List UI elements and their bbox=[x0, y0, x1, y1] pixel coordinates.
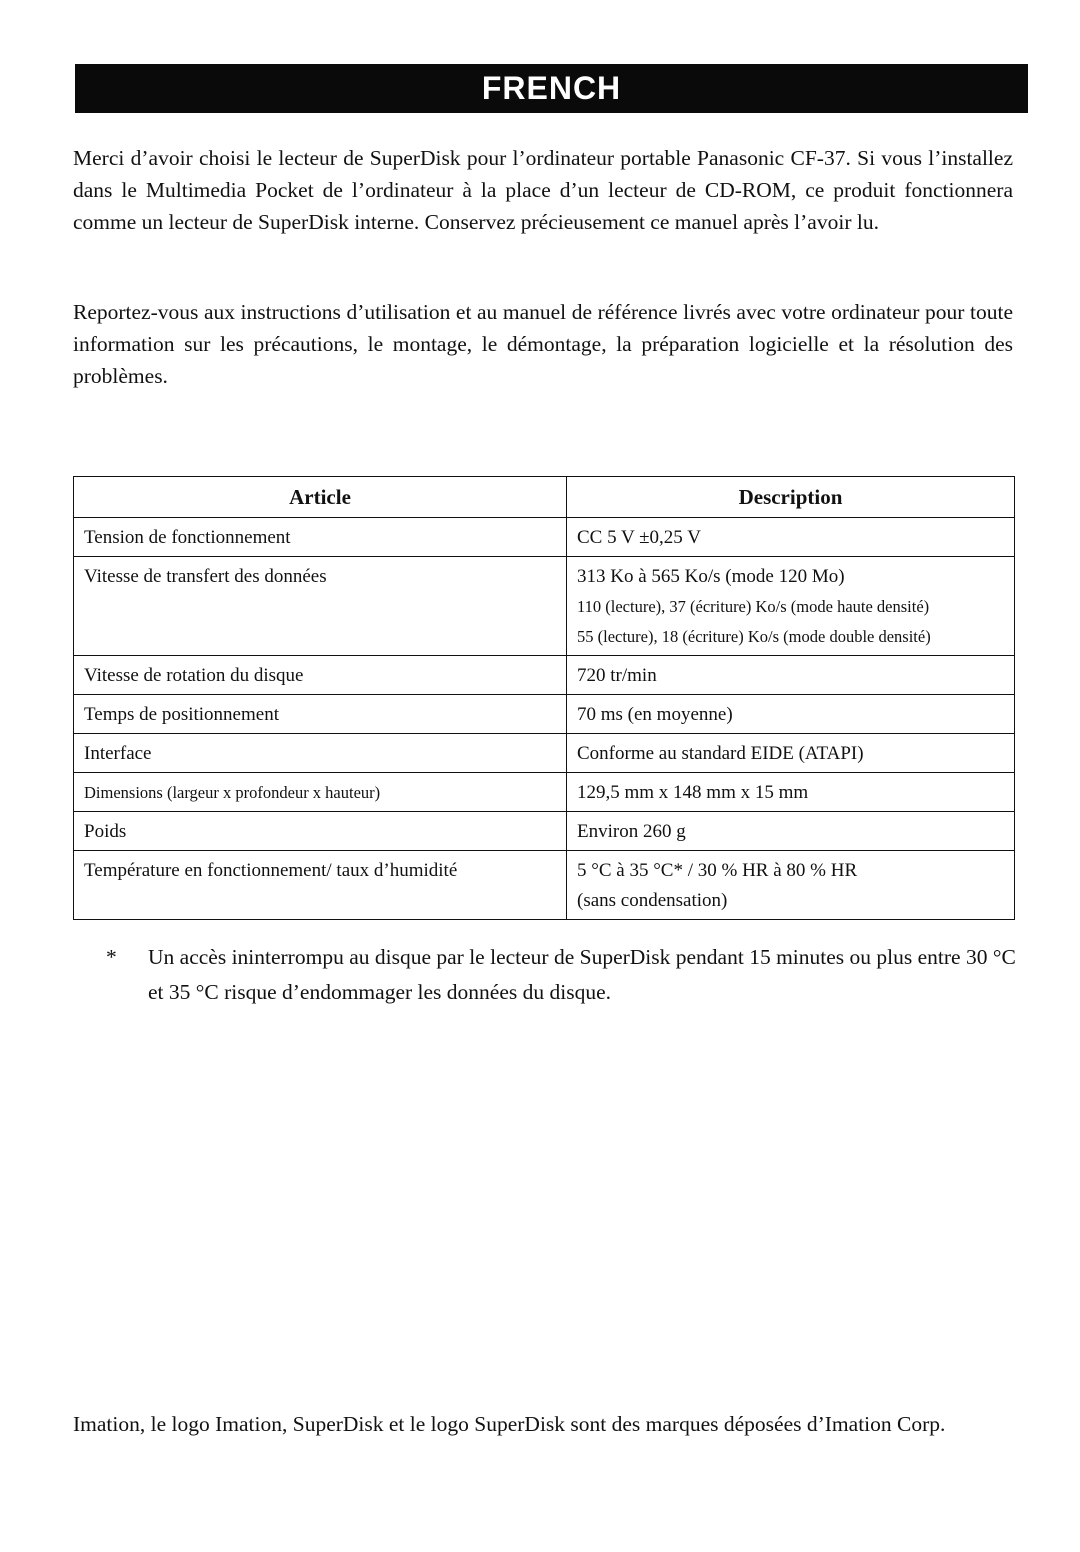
reference-paragraph: Reportez-vous aux instructions d’utilisation et au manuel de référence livrés avec votre ordinateur pour toute information sur les précautions, le montage, le démontage, la préparation logicielle et la résolution des problèmes. bbox=[73, 300, 1013, 388]
description-line: 5 °C à 35 °C* / 30 % HR à 80 % HR bbox=[577, 860, 858, 881]
article-cell: Vitesse de transfert des données bbox=[74, 557, 567, 656]
intro-paragraph: Merci d’avoir choisi le lecteur de SuperDisk pour l’ordinateur portable Panasonic CF-37. Si vous l’installez dans le Multimedia Pocket de l’ordinateur à la place d’un lecteur de CD-ROM, ce produit fonctionnera comme un lecteur de SuperDisk interne. Conservez précieusement ce manuel après l’avoir lu. bbox=[73, 146, 1013, 234]
table-row bbox=[74, 734, 1015, 773]
description-line: 55 (lecture), 18 (écriture) Ko/s (mode double densité) bbox=[577, 627, 931, 646]
description-cell: CC 5 V ±0,25 V bbox=[567, 518, 1015, 557]
description-cell: Environ 260 g bbox=[567, 812, 1015, 851]
table-row bbox=[74, 812, 1015, 851]
column-header-article: Article bbox=[74, 477, 567, 518]
table-row bbox=[74, 773, 1015, 812]
description-line: (sans condensation) bbox=[577, 890, 728, 911]
table-row bbox=[74, 851, 1015, 920]
article-cell: Temps de positionnement bbox=[74, 695, 567, 734]
article-cell: Température en fonctionnement/ taux d’humidité bbox=[74, 851, 567, 920]
table-row bbox=[74, 557, 1015, 656]
footnote-marker: * bbox=[106, 945, 117, 969]
description-cell: 720 tr/min bbox=[567, 656, 1015, 695]
table-row bbox=[74, 518, 1015, 557]
footnote-text: Un accès ininterrompu au disque par le lecteur de SuperDisk pendant 15 minutes ou plus entre 30 °C et 35 °C risque d’endommager les données du disque. bbox=[148, 945, 1016, 1004]
table-row bbox=[74, 656, 1015, 695]
article-cell: Interface bbox=[74, 734, 567, 773]
table-header-row bbox=[74, 477, 1015, 518]
article-cell: Dimensions (largeur x profondeur x hauteur) bbox=[74, 773, 567, 812]
table-row bbox=[74, 695, 1015, 734]
article-cell: Tension de fonctionnement bbox=[74, 518, 567, 557]
language-banner bbox=[75, 64, 1028, 113]
trademark-notice: Imation, le logo Imation, SuperDisk et le logo SuperDisk sont des marques déposées d’Imation Corp. bbox=[73, 1412, 946, 1436]
description-cell: 70 ms (en moyenne) bbox=[567, 695, 1015, 734]
article-cell: Vitesse de rotation du disque bbox=[74, 656, 567, 695]
description-line: 313 Ko à 565 Ko/s (mode 120 Mo) bbox=[577, 566, 845, 587]
specifications-table bbox=[73, 476, 1015, 920]
column-header-description: Description bbox=[567, 477, 1015, 518]
description-cell: Conforme au standard EIDE (ATAPI) bbox=[567, 734, 1015, 773]
banner-title: FRENCH bbox=[481, 70, 622, 106]
description-line: 110 (lecture), 37 (écriture) Ko/s (mode haute densité) bbox=[577, 597, 930, 616]
article-cell: Poids bbox=[74, 812, 567, 851]
description-cell: 129,5 mm x 148 mm x 15 mm bbox=[567, 773, 1015, 812]
description-cell bbox=[567, 851, 1015, 920]
description-cell bbox=[567, 557, 1015, 656]
